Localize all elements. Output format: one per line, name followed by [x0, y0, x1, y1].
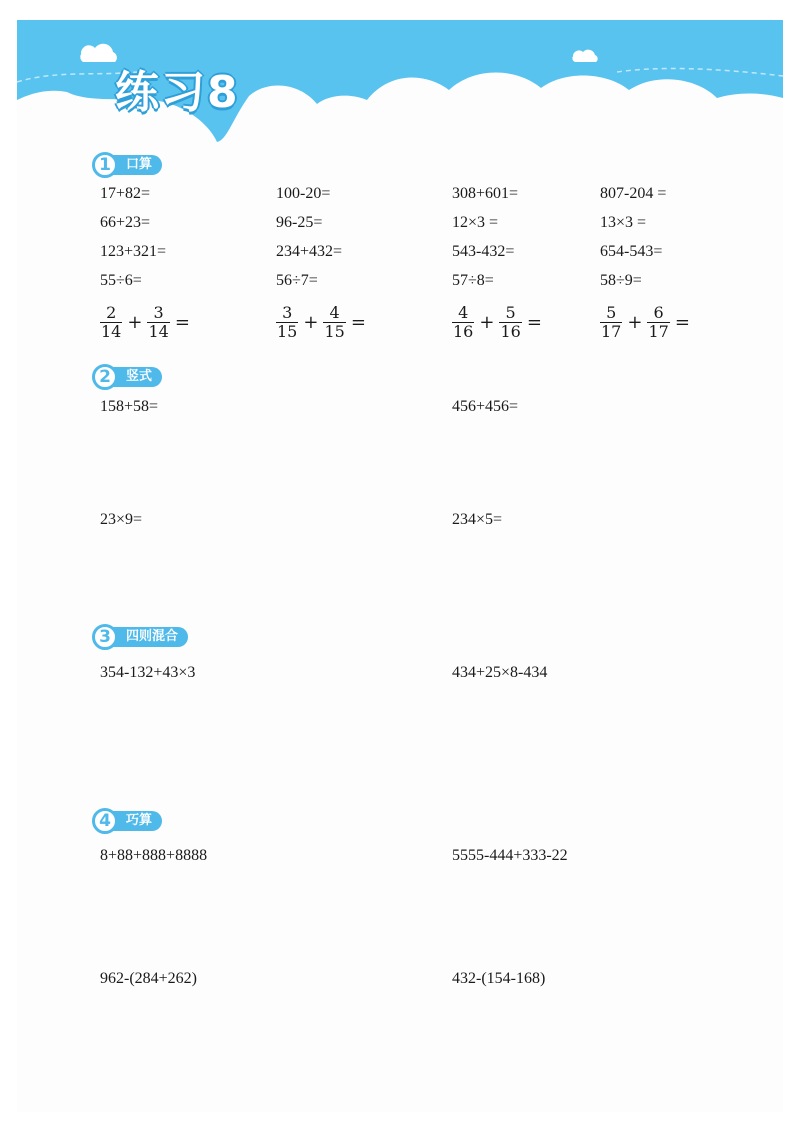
- section-header-clever: [92, 808, 162, 834]
- section-label: 竖式: [110, 367, 162, 387]
- page-title: 练习8: [115, 67, 240, 118]
- clever-problem: 5555-444+333-22: [452, 847, 568, 864]
- oral-problem: 543-432=: [452, 243, 515, 260]
- fraction-problem: $\frac{2}{14}$ + $\frac{3}{14}$ =: [101, 303, 190, 342]
- section-label: 四则混合: [110, 627, 188, 647]
- fraction: $\frac{4}{16}$: [453, 303, 474, 342]
- fraction: $\frac{3}{15}$: [277, 303, 298, 342]
- section-label: 巧算: [110, 811, 162, 831]
- oral-problem: 55÷6=: [100, 272, 142, 289]
- mixed-problem: 354-132+43×3: [100, 664, 196, 681]
- clever-problem: 432-(154-168): [452, 970, 546, 987]
- oral-problem: 56÷7=: [276, 272, 318, 289]
- fraction-problem: $\frac{4}{16}$ + $\frac{5}{16}$ =: [453, 303, 542, 342]
- section-header-oral: [92, 152, 162, 178]
- fraction: $\frac{5}{16}$: [500, 303, 521, 342]
- oral-problem: 807-204 =: [600, 185, 667, 202]
- oral-problem: 308+601=: [452, 185, 519, 202]
- fraction-problem: $\frac{3}{15}$ + $\frac{4}{15}$ =: [277, 303, 366, 342]
- oral-problem: 17+82=: [100, 185, 151, 202]
- oral-problem: 96-25=: [276, 214, 323, 231]
- oral-problem: 12×3 =: [452, 214, 499, 231]
- oral-problem: 13×3 =: [600, 214, 647, 231]
- fraction: $\frac{6}{17}$: [648, 303, 669, 342]
- fraction: $\frac{2}{14}$: [101, 303, 122, 342]
- mixed-problem: 434+25×8-434: [452, 664, 548, 681]
- oral-problem: 100-20=: [276, 185, 331, 202]
- section-header-vertical: [92, 364, 162, 390]
- oral-problem: 57÷8=: [452, 272, 494, 289]
- vertical-problem: 23×9=: [100, 511, 143, 528]
- vertical-problem: 234×5=: [452, 511, 503, 528]
- oral-problem: 123+321=: [100, 243, 167, 260]
- vertical-problem: 158+58=: [100, 398, 159, 415]
- oral-problem: 234+432=: [276, 243, 343, 260]
- fraction: $\frac{5}{17}$: [601, 303, 622, 342]
- oral-problem: 58÷9=: [600, 272, 642, 289]
- section-number: 2: [92, 364, 118, 390]
- fraction: $\frac{3}{14}$: [148, 303, 169, 342]
- oral-problem: 654-543=: [600, 243, 663, 260]
- clever-problem: 8+88+888+8888: [100, 847, 208, 864]
- fraction-problem: $\frac{5}{17}$ + $\frac{6}{17}$ =: [601, 303, 690, 342]
- fraction: $\frac{4}{15}$: [324, 303, 345, 342]
- oral-problem: 66+23=: [100, 214, 151, 231]
- section-header-mixed: [92, 624, 188, 650]
- section-number: 4: [92, 808, 118, 834]
- section-number: 3: [92, 624, 118, 650]
- section-label: 口算: [110, 155, 162, 175]
- clever-problem: 962-(284+262): [100, 970, 198, 987]
- section-number: 1: [92, 152, 118, 178]
- vertical-problem: 456+456=: [452, 398, 519, 415]
